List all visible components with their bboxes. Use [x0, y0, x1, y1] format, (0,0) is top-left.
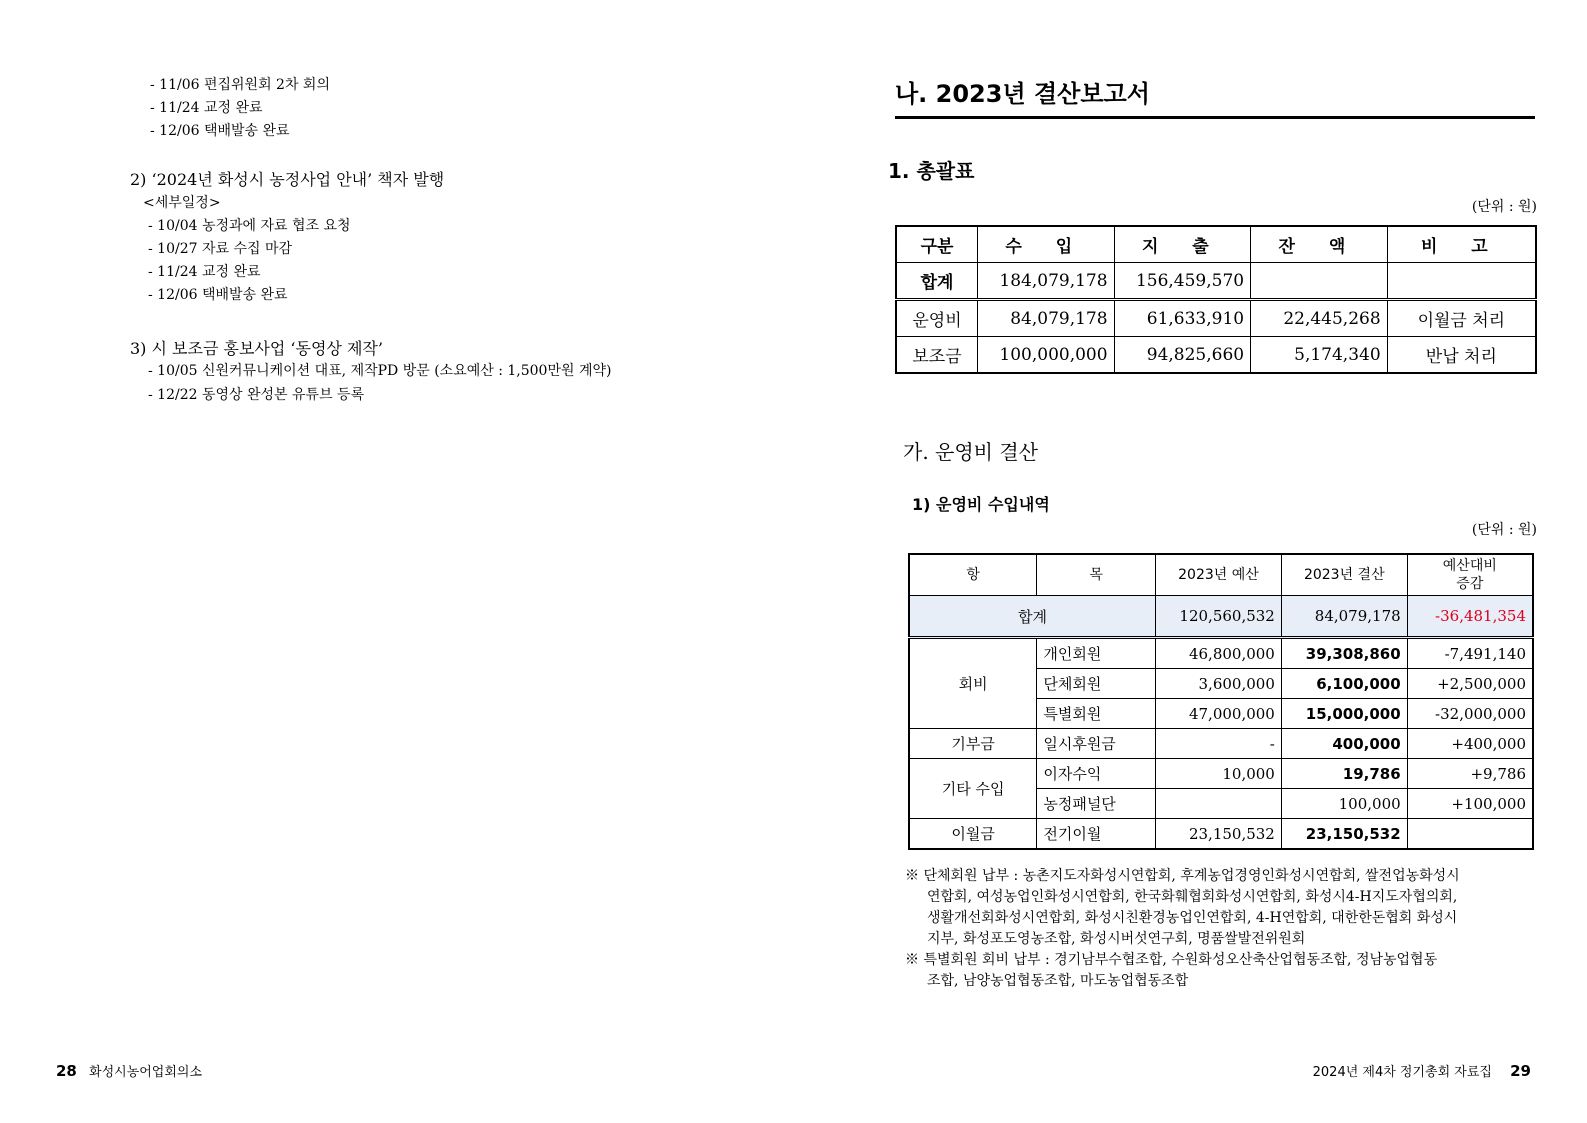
summary-heading: 1. 총괄표 — [888, 159, 975, 183]
row-label: 운영비 — [896, 300, 978, 337]
table-row — [909, 729, 1533, 759]
budget-cell: 23,150,532 — [1156, 819, 1282, 850]
income-cell: 100,000,000 — [978, 337, 1115, 374]
group-label: 회비 — [909, 638, 1037, 729]
header-line: 증감 — [1456, 576, 1484, 592]
header-cell — [1407, 554, 1533, 596]
unit-label: (단위 : 원) — [1471, 522, 1537, 538]
group-label: 이월금 — [909, 819, 1037, 850]
header-cell: 항 — [909, 554, 1037, 596]
budget-cell: 46,800,000 — [1156, 638, 1282, 669]
note-line: 연합회, 여성농업인화성시연합회, 한국화훼협회화성시연합회, 화성시4-H지도자협의회, — [927, 889, 1458, 905]
sum-diff: -36,481,354 — [1407, 596, 1533, 638]
item-cell: 이자수익 — [1037, 759, 1156, 789]
total-label: 합계 — [896, 263, 978, 300]
schedule-item: - 11/24 교정 완료 — [148, 264, 261, 280]
table-row — [909, 638, 1533, 669]
schedule-item: - 11/06 편집위원회 2차 회의 — [150, 77, 330, 93]
income-cell: 84,079,178 — [978, 300, 1115, 337]
header-cell: 지 출 — [1114, 226, 1251, 263]
balance-cell: 22,445,268 — [1251, 300, 1388, 337]
header-cell: 목 — [1037, 554, 1156, 596]
schedule-item: - 11/24 교정 완료 — [150, 100, 263, 116]
unit-label: (단위 : 원) — [1471, 199, 1537, 215]
operating-heading: 가. 운영비 결산 — [903, 440, 1038, 464]
schedule-item: - 12/06 택배발송 완료 — [148, 287, 288, 303]
item-cell: 특별회원 — [1037, 699, 1156, 729]
schedule-item: - 10/27 자료 수집 마감 — [148, 241, 293, 257]
actual-cell: 15,000,000 — [1281, 699, 1407, 729]
row-label: 보조금 — [896, 337, 978, 374]
diff-cell: -32,000,000 — [1407, 699, 1533, 729]
diff-cell: +9,786 — [1407, 759, 1533, 789]
summary-table — [895, 225, 1537, 374]
diff-cell: +2,500,000 — [1407, 669, 1533, 699]
page-number: 28 — [56, 1062, 77, 1080]
budget-cell: 10,000 — [1156, 759, 1282, 789]
footer-doc-title: 2024년 제4차 정기총회 자료집 — [1312, 1065, 1492, 1080]
section-3-title: 3) 시 보조금 홍보사업 ‘동영상 제작’ — [130, 339, 383, 358]
expense-cell: 94,825,660 — [1114, 337, 1251, 374]
sum-budget: 120,560,532 — [1156, 596, 1282, 638]
schedule-item: - 10/04 농정과에 자료 협조 요청 — [148, 218, 351, 234]
header-cell: 비 고 — [1387, 226, 1536, 263]
group-label: 기부금 — [909, 729, 1037, 759]
notes-block — [905, 866, 1545, 992]
total-balance — [1251, 263, 1388, 300]
footer-org: 화성시농어업회의소 — [89, 1065, 203, 1080]
sum-actual: 84,079,178 — [1281, 596, 1407, 638]
sum-label: 합계 — [909, 596, 1156, 638]
section-2-subtitle: <세부일정> — [143, 195, 221, 211]
income-heading: 1) 운영비 수입내역 — [912, 495, 1050, 514]
note-line: 조합, 남양농업협동조합, 마도농업협동조합 — [927, 973, 1189, 989]
item-cell: 단체회원 — [1037, 669, 1156, 699]
header-cell: 수 입 — [978, 226, 1115, 263]
diff-cell — [1407, 819, 1533, 850]
diff-cell: +400,000 — [1407, 729, 1533, 759]
item-cell: 개인회원 — [1037, 638, 1156, 669]
report-title: 나. 2023년 결산보고서 — [895, 72, 1535, 119]
table-row — [896, 337, 1536, 374]
expense-cell: 61,633,910 — [1114, 300, 1251, 337]
header-cell: 구분 — [896, 226, 978, 263]
header-cell: 잔 액 — [1251, 226, 1388, 263]
table-header-row — [909, 554, 1533, 596]
total-expense: 156,459,570 — [1114, 263, 1251, 300]
total-note — [1387, 263, 1536, 300]
right-footer — [1313, 1061, 1531, 1080]
diff-cell: -7,491,140 — [1407, 638, 1533, 669]
header-cell: 2023년 결산 — [1281, 554, 1407, 596]
budget-cell — [1156, 789, 1282, 819]
income-table — [908, 553, 1534, 850]
diff-cell: +100,000 — [1407, 789, 1533, 819]
budget-cell: 47,000,000 — [1156, 699, 1282, 729]
note-line: ※ 단체회원 납부 : 농촌지도자화성시연합회, 후계농업경영인화성시연합회, 쌀전업농화성시 — [905, 868, 1460, 884]
item-cell: 전기이월 — [1037, 819, 1156, 850]
table-header-row — [896, 226, 1536, 263]
header-cell: 2023년 예산 — [1156, 554, 1282, 596]
table-row — [909, 759, 1533, 789]
budget-cell: - — [1156, 729, 1282, 759]
table-row — [909, 819, 1533, 850]
schedule-item: - 12/06 택배발송 완료 — [150, 123, 290, 139]
item-cell: 농정패널단 — [1037, 789, 1156, 819]
schedule-item: - 10/05 신원커뮤니케이션 대표, 제작PD 방문 (소요예산 : 1,500만원 계약) — [148, 363, 612, 379]
note-line: 생활개선회화성시연합회, 화성시친환경농업인연합회, 4-H연합회, 대한한돈협회 화성시 — [927, 910, 1458, 926]
left-footer — [56, 1061, 202, 1080]
header-line: 예산대비 — [1442, 558, 1497, 574]
budget-cell: 3,600,000 — [1156, 669, 1282, 699]
note-line: ※ 특별회원 회비 납부 : 경기남부수협조합, 수원화성오산축산업협동조합, 정남농업협동 — [905, 952, 1438, 968]
table-total-row — [896, 263, 1536, 300]
schedule-item: - 12/22 동영상 완성본 유튜브 등록 — [148, 387, 365, 403]
actual-cell: 19,786 — [1281, 759, 1407, 789]
balance-cell: 5,174,340 — [1251, 337, 1388, 374]
table-total-row — [909, 596, 1533, 638]
actual-cell: 400,000 — [1281, 729, 1407, 759]
note-cell: 이월금 처리 — [1387, 300, 1536, 337]
actual-cell: 100,000 — [1281, 789, 1407, 819]
section-2-title: 2) ‘2024년 화성시 농정사업 안내’ 책자 발행 — [130, 170, 445, 189]
actual-cell: 23,150,532 — [1281, 819, 1407, 850]
total-income: 184,079,178 — [978, 263, 1115, 300]
actual-cell: 6,100,000 — [1281, 669, 1407, 699]
page-number: 29 — [1510, 1062, 1531, 1080]
group-label: 기타 수입 — [909, 759, 1037, 819]
note-line: 지부, 화성포도영농조합, 화성시버섯연구회, 명품쌀발전위원회 — [927, 931, 1306, 947]
actual-cell: 39,308,860 — [1281, 638, 1407, 669]
table-row — [896, 300, 1536, 337]
note-cell: 반납 처리 — [1387, 337, 1536, 374]
item-cell: 일시후원금 — [1037, 729, 1156, 759]
